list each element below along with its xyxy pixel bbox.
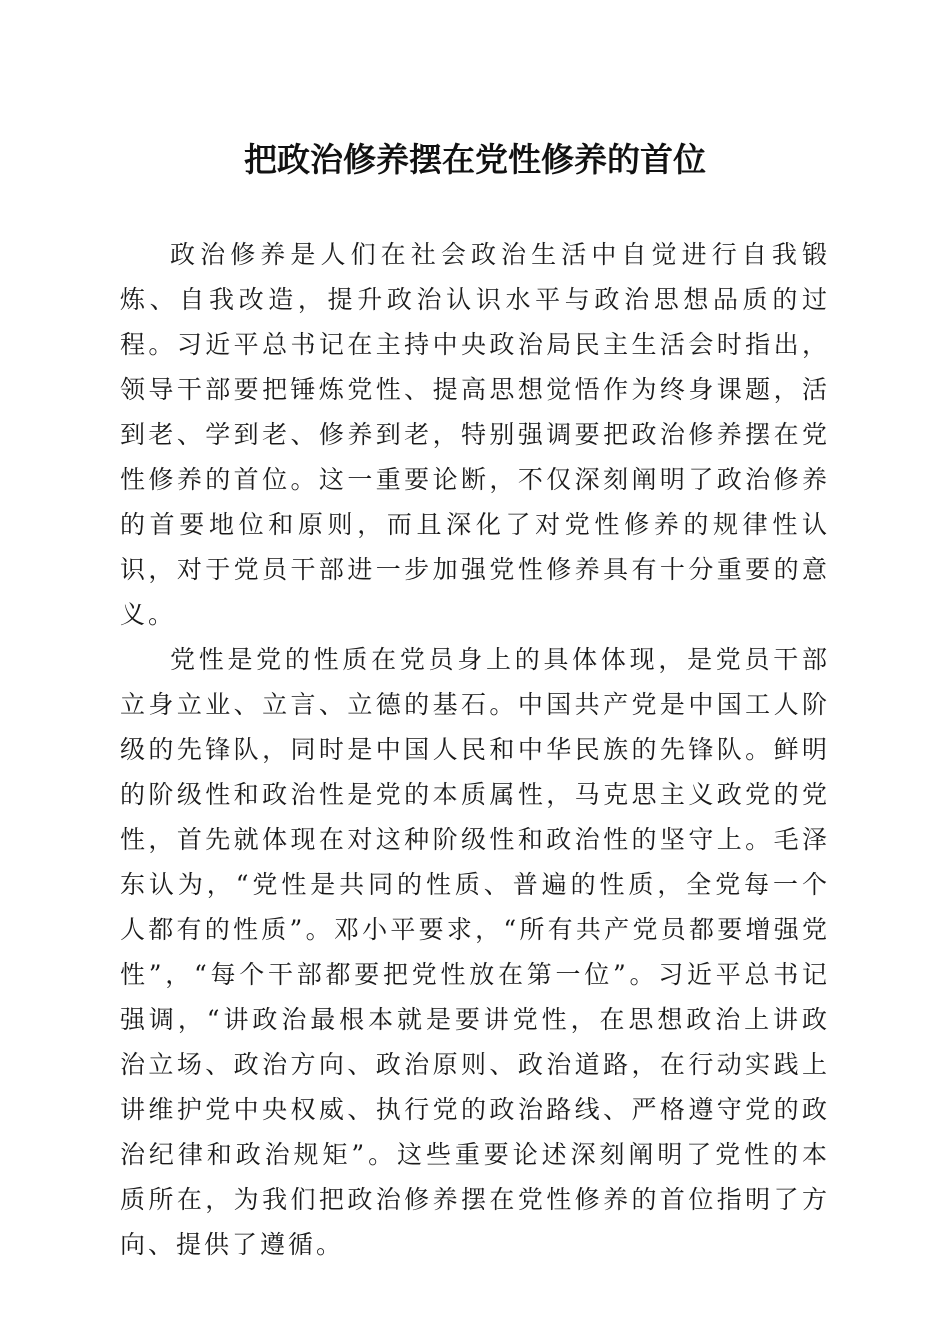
paragraph-1: 政治修养是人们在社会政治生活中自觉进行自我锻炼、自我改造，提升政治认识水平与政治思想品质的过程。习近平总书记在主持中央政治局民主生活会时指出，领导干部要把锤炼党性、提高思想觉悟作为终身课题，活到老、学到老、修养到老，特别强调要把政治修养摆在党性修养的首位。这一重要论断，不仅深刻阐明了政治修养的首要地位和原则，而且深化了对党性修养的规律性认识，对于党员干部进一步加强党性修养具有十分重要的意义。: [120, 240, 830, 629]
document-body: [120, 232, 830, 1267]
paragraph-2: 党性是党的性质在党员身上的具体体现，是党员干部立身立业、立言、立德的基石。中国共产党是中国工人阶级的先锋队，同时是中国人民和中华民族的先锋队。鲜明的阶级性和政治性是党的本质属性，马克思主义政党的党性，首先就体现在对这种阶级性和政治性的坚守上。毛泽东认为，“党性是共同的性质、普遍的性质，全党每一个人都有的性质”。邓小平要求，“所有共产党员都要增强党性”，“每个干部都要把党性放在第一位”。习近平总书记强调，“讲政治最根本就是要讲党性，在思想政治上讲政治立场、政治方向、政治原则、政治道路，在行动实践上讲维护党中央权威、执行党的政治路线、严格遵守党的政治纪律和政治规矩”。这些重要论述深刻阐明了党性的本质所在，为我们把政治修养摆在党性修养的首位指明了方向、提供了遵循。: [120, 645, 830, 1259]
document-title: 把政治修养摆在党性修养的首位: [244, 140, 706, 179]
